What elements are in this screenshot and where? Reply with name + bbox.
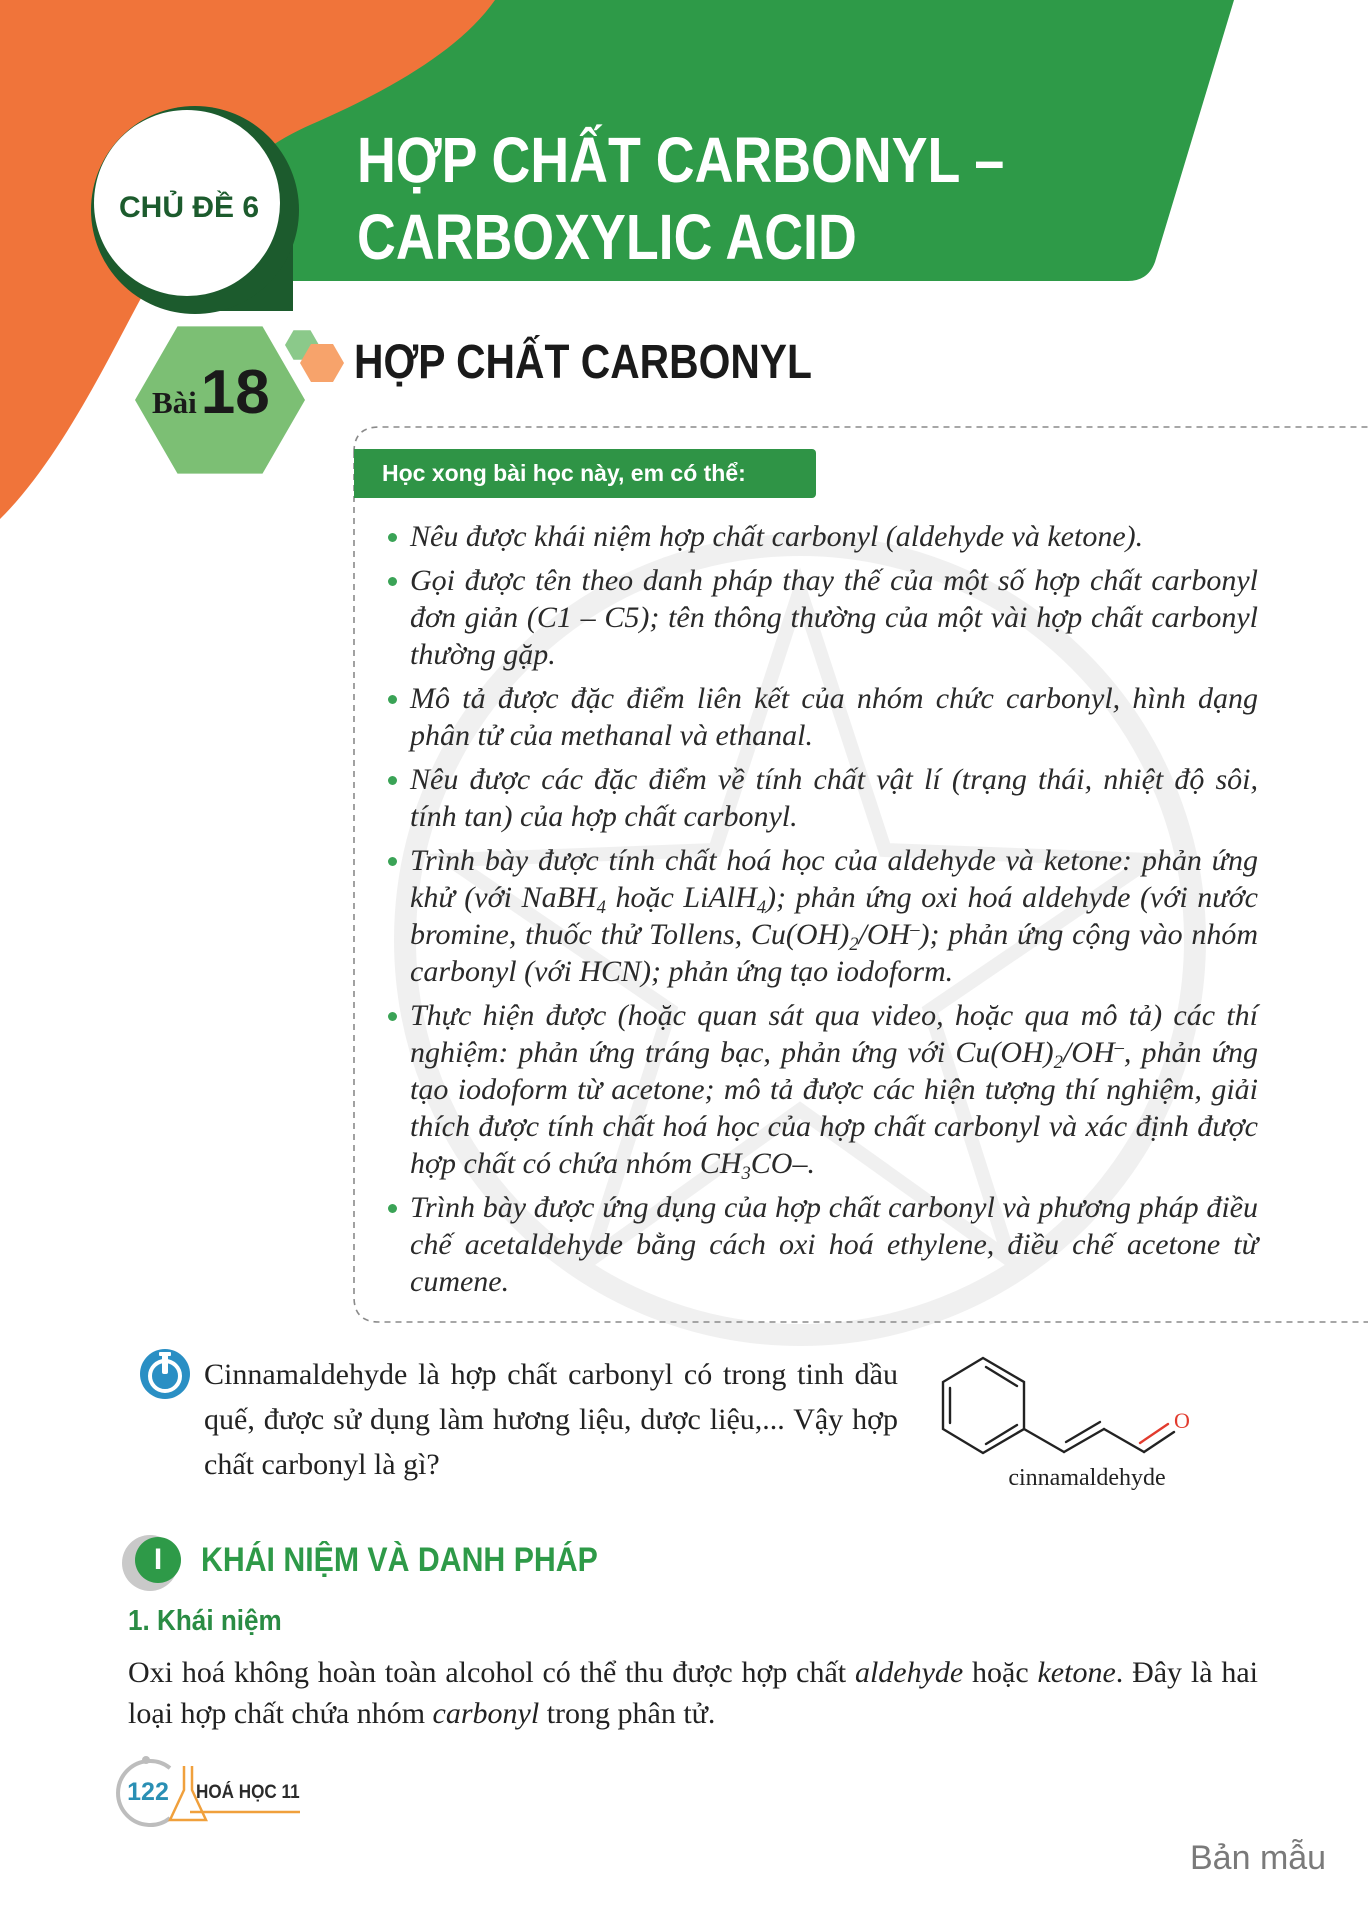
objective-text: Nêu được các đặc điểm về tính chất vật lí (trạng thái, nhiệt độ sôi, tính tan) của hợp chất carbonyl. [410,763,1258,833]
objective-item [410,680,1258,754]
superscript: – [1114,1036,1124,1058]
italic-term: carbonyl [432,1697,540,1730]
chapter-title [357,122,1113,276]
objective-item [410,518,1258,555]
subscript: 3 [741,1162,751,1184]
italic-term: ketone [1037,1656,1116,1689]
intro-text: Oxi hoá không hoàn toàn alcohol có thể thu được hợp chất [128,1656,855,1689]
objective-item [410,842,1258,990]
objective-item [410,1189,1258,1300]
subscript: 4 [596,896,606,918]
objective-text: Trình bày được ứng dụng của hợp chất carbonyl và phương pháp điều chế acetaldehyde bằng cách oxi hoá ethylene, điều chế acetone từ cumene. [410,1191,1258,1298]
lesson-prefix: Bài [152,385,197,420]
subsection-title: 1. Khái niệm [128,1605,282,1637]
subscript: 4 [756,896,767,918]
objective-item [410,562,1258,673]
objective-item [410,761,1258,835]
superscript: – [910,918,920,940]
intro-paragraph [128,1652,1258,1734]
subscript: 2 [849,933,859,955]
book-name: HOÁ HỌC 11 [196,1782,300,1803]
objective-item [410,997,1258,1182]
objective-text: /OH [1062,1036,1115,1069]
objective-text: Mô tả được đặc điểm liên kết của nhóm chức carbonyl, hình dạng phân tử của methanal và ethanal. [410,682,1258,752]
italic-term: aldehyde [854,1656,964,1689]
objective-text: /OH [858,918,911,951]
objectives-list [410,518,1258,1307]
lesson-badge [152,358,270,434]
section-title: KHÁI NIỆM VÀ DANH PHÁP [201,1541,598,1579]
section-number: I [153,1543,163,1576]
cinnamaldehyde-structure [943,1358,1190,1453]
chapter-label: CHỦ ĐỀ 6 [118,191,260,224]
intro-text: trong phân tử. [539,1697,716,1730]
intro-text: hoặc [963,1656,1038,1689]
chapter-title-line-1: HỢP CHẤT CARBONYL – [357,124,1005,196]
objectives-heading: Học xong bài học này, em có thể: [354,449,816,498]
oxygen-label: O [1174,1408,1190,1433]
objective-text: Trình bày được tính chất hoá học của aldehyde và ketone: phản ứng khử (với NaBH [410,844,1258,914]
structure-caption: cinnamaldehyde [1008,1465,1166,1491]
objective-text: ); phản ứng oxi hoá aldehyde (với nước bromine, thuốc thử Tollens, Cu(OH) [410,881,1258,951]
objective-text: , phản ứng tạo iodoform từ acetone; mô tả được các hiện tượng thí nghiệm, giải thích được tính chất hoá học của hợp chất carbonyl và xác định được hợp chất có chứa nhóm CH [410,1036,1258,1180]
page-number: 122 [127,1778,169,1806]
question-icon [140,1349,190,1399]
sample-stamp: Bản mẫu [1190,1839,1327,1877]
objective-text: ); phản ứng cộng vào nhóm carbonyl (với HCN); phản ứng tạo iodoform. [410,918,1259,988]
lesson-title: HỢP CHẤT CARBONYL [354,336,812,389]
chapter-title-line-2: CARBOXYLIC ACID [357,201,857,273]
lesson-number: 18 [200,358,270,427]
objective-text: hoặc LiAlH [605,881,757,914]
subscript: 2 [1053,1051,1063,1073]
objective-text: Thực hiện được (hoặc quan sát qua video, hoặc qua mô tả) các thí nghiệm: phản ứng tráng bạc, phản ứng với Cu(OH) [410,999,1258,1069]
intro-text: . Đây là hai loại hợp chất chứa nhóm [128,1656,1258,1730]
objective-text: Gọi được tên theo danh pháp thay thế của một số hợp chất carbonyl đơn giản (C1 – C5); tên thông thường của một vài hợp chất carbonyl thường gặp. [410,564,1258,671]
question-text: Cinnamaldehyde là hợp chất carbonyl có trong tinh dầu quế, được sử dụng làm hương liệu, dược liệu,... Vậy hợp chất carbonyl là gì? [204,1358,898,1481]
objective-text: Nêu được khái niệm hợp chất carbonyl (aldehyde và ketone). [410,520,1144,553]
objective-text: CO–. [750,1147,815,1180]
